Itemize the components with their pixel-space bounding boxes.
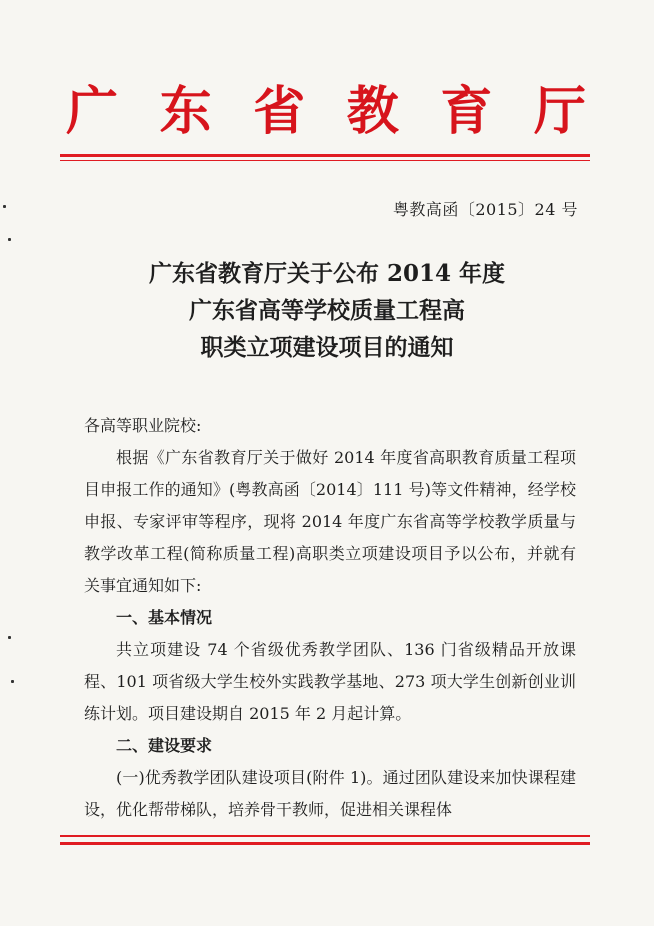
body-paragraph: 根据《广东省教育厅关于做好 2014 年度省高职教育质量工程项目申报工作的通知》(粤教高函〔2014〕111 号)等文件精神，经学校申报、专家评审等程序，现将 2014 年度广东省高等学校教学质量与教学改革工程(简称质量工程)高职类立项建设项目予以公布，并就有关事宜通知如下: [84,448,576,595]
letterhead-char: 省 [253,82,306,142]
letterhead-char: 广 [66,82,119,142]
binding-mark [3,205,6,208]
body-paragraph: 共立项建设 74 个省级优秀教学团队、136 门省级精品开放课程、101 项省级大学生校外实践教学基地、273 项大学生创新创业训练计划。项目建设期自 2015 年 2 月起计算。 [84,640,576,723]
binding-mark [11,680,14,683]
section-heading: 二、建设要求 [116,736,213,755]
header-divider-thick [60,154,590,157]
letterhead-char: 东 [159,82,212,142]
title-line: 广东省教育厅关于公布 2014 年度 [148,260,506,287]
document-title [0,255,654,366]
binding-mark [8,636,11,639]
section-heading: 一、基本情况 [116,608,213,627]
letterhead-char: 教 [346,82,399,142]
salutation: 各高等职业院校: [84,416,202,435]
letterhead-char: 厅 [533,82,586,142]
document-body [84,410,576,826]
title-line: 职类立项建设项目的通知 [200,334,454,361]
title-line: 广东省高等学校质量工程高 [189,297,465,324]
letterhead-title [66,82,586,142]
body-paragraph: (一)优秀教学团队建设项目(附件 1)。通过团队建设来加快课程建设，优化帮带梯队，培养骨干教师，促进相关课程体 [84,768,576,819]
document-number: 粤教高函〔2015〕24 号 [392,200,578,219]
binding-mark [8,238,11,241]
footer-divider-thick [60,842,590,845]
header-divider-thin [60,160,590,161]
footer-divider-thin [60,835,590,837]
letterhead-char: 育 [440,82,493,142]
